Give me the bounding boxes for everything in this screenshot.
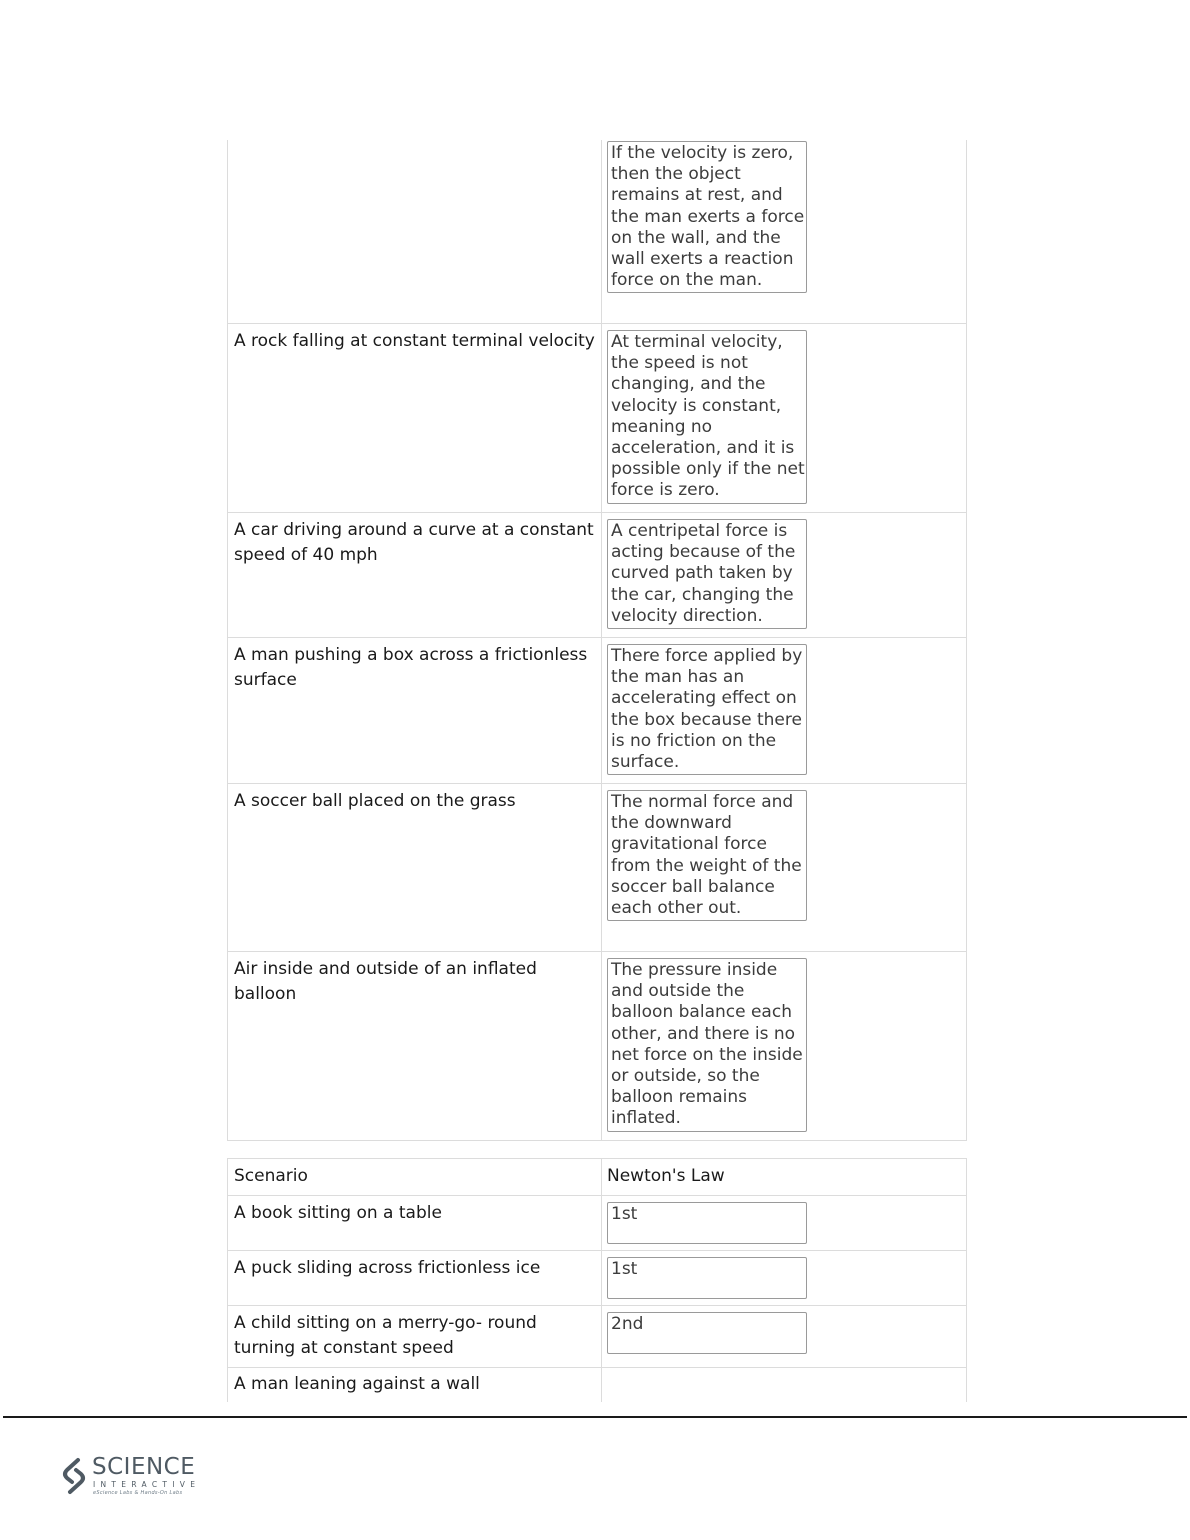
table-row: [228, 638, 966, 784]
scenario-cell: A book sitting on a table: [228, 1196, 602, 1250]
science-interactive-logo: [60, 1455, 210, 1499]
explanation-field[interactable]: At terminal velocity, the speed is not changing, and the velocity is constant, meaning no acceleration, and it is possible only if the net force is zero.: [607, 330, 807, 504]
footer-divider: [3, 1416, 1187, 1418]
scenario-cell: A puck sliding across frictionless ice: [228, 1251, 602, 1305]
scenario-cell: A car driving around a curve at a constant speed of 40 mph: [228, 513, 602, 637]
law-field[interactable]: 1st: [607, 1257, 807, 1299]
newtons-law-table: [227, 1158, 967, 1402]
table-row: [228, 1368, 966, 1402]
table-row: [228, 952, 966, 1140]
logo-wordmark: SCIENCE: [92, 1454, 196, 1480]
table-row: [228, 140, 966, 324]
scenario-cell: A child sitting on a merry-go- round turning at constant speed: [228, 1306, 602, 1367]
scenario-explanation-table: [227, 140, 967, 1141]
scenario-cell: A soccer ball placed on the grass: [228, 784, 602, 951]
explanation-field[interactable]: If the velocity is zero, then the object remains at rest, and the man exerts a force on the wall, and the wall exerts a reaction force on the man.: [607, 141, 807, 293]
law-field[interactable]: 1st: [607, 1202, 807, 1244]
table-row: [228, 1196, 966, 1251]
table-row: [228, 1306, 966, 1368]
explanation-field[interactable]: There force applied by the man has an accelerating effect on the box because there is no friction on the surface.: [607, 644, 807, 775]
logo-tagline: eScience Labs & Hands-On Labs: [93, 1490, 183, 1496]
scenario-cell: A rock falling at constant terminal velocity: [228, 324, 602, 512]
logo-mark-icon: [60, 1457, 88, 1495]
scenario-cell: Air inside and outside of an inflated balloon: [228, 952, 602, 1140]
law-field[interactable]: 2nd: [607, 1312, 807, 1354]
table-header-row: [228, 1159, 966, 1196]
table-row: [228, 784, 966, 952]
scenario-cell: A man leaning against a wall: [228, 1368, 602, 1402]
table-row: [228, 1251, 966, 1306]
explanation-field[interactable]: A centripetal force is acting because of the curved path taken by the car, changing the velocity direction.: [607, 519, 807, 629]
column-header-law: Newton's Law: [607, 1166, 725, 1186]
explanation-field[interactable]: The pressure inside and outside the balloon balance each other, and there is no net force on the inside or outside, so the balloon remains inflated.: [607, 958, 807, 1132]
scenario-cell: [228, 140, 602, 323]
explanation-field[interactable]: The normal force and the downward gravitational force from the weight of the soccer ball balance each other out.: [607, 790, 807, 921]
column-header-scenario: Scenario: [228, 1159, 602, 1195]
table-row: [228, 324, 966, 513]
logo-subtitle: INTERACTIVE: [93, 1480, 201, 1489]
scenario-cell: A man pushing a box across a frictionless surface: [228, 638, 602, 783]
law-cell-empty: [602, 1368, 966, 1402]
table-row: [228, 513, 966, 638]
